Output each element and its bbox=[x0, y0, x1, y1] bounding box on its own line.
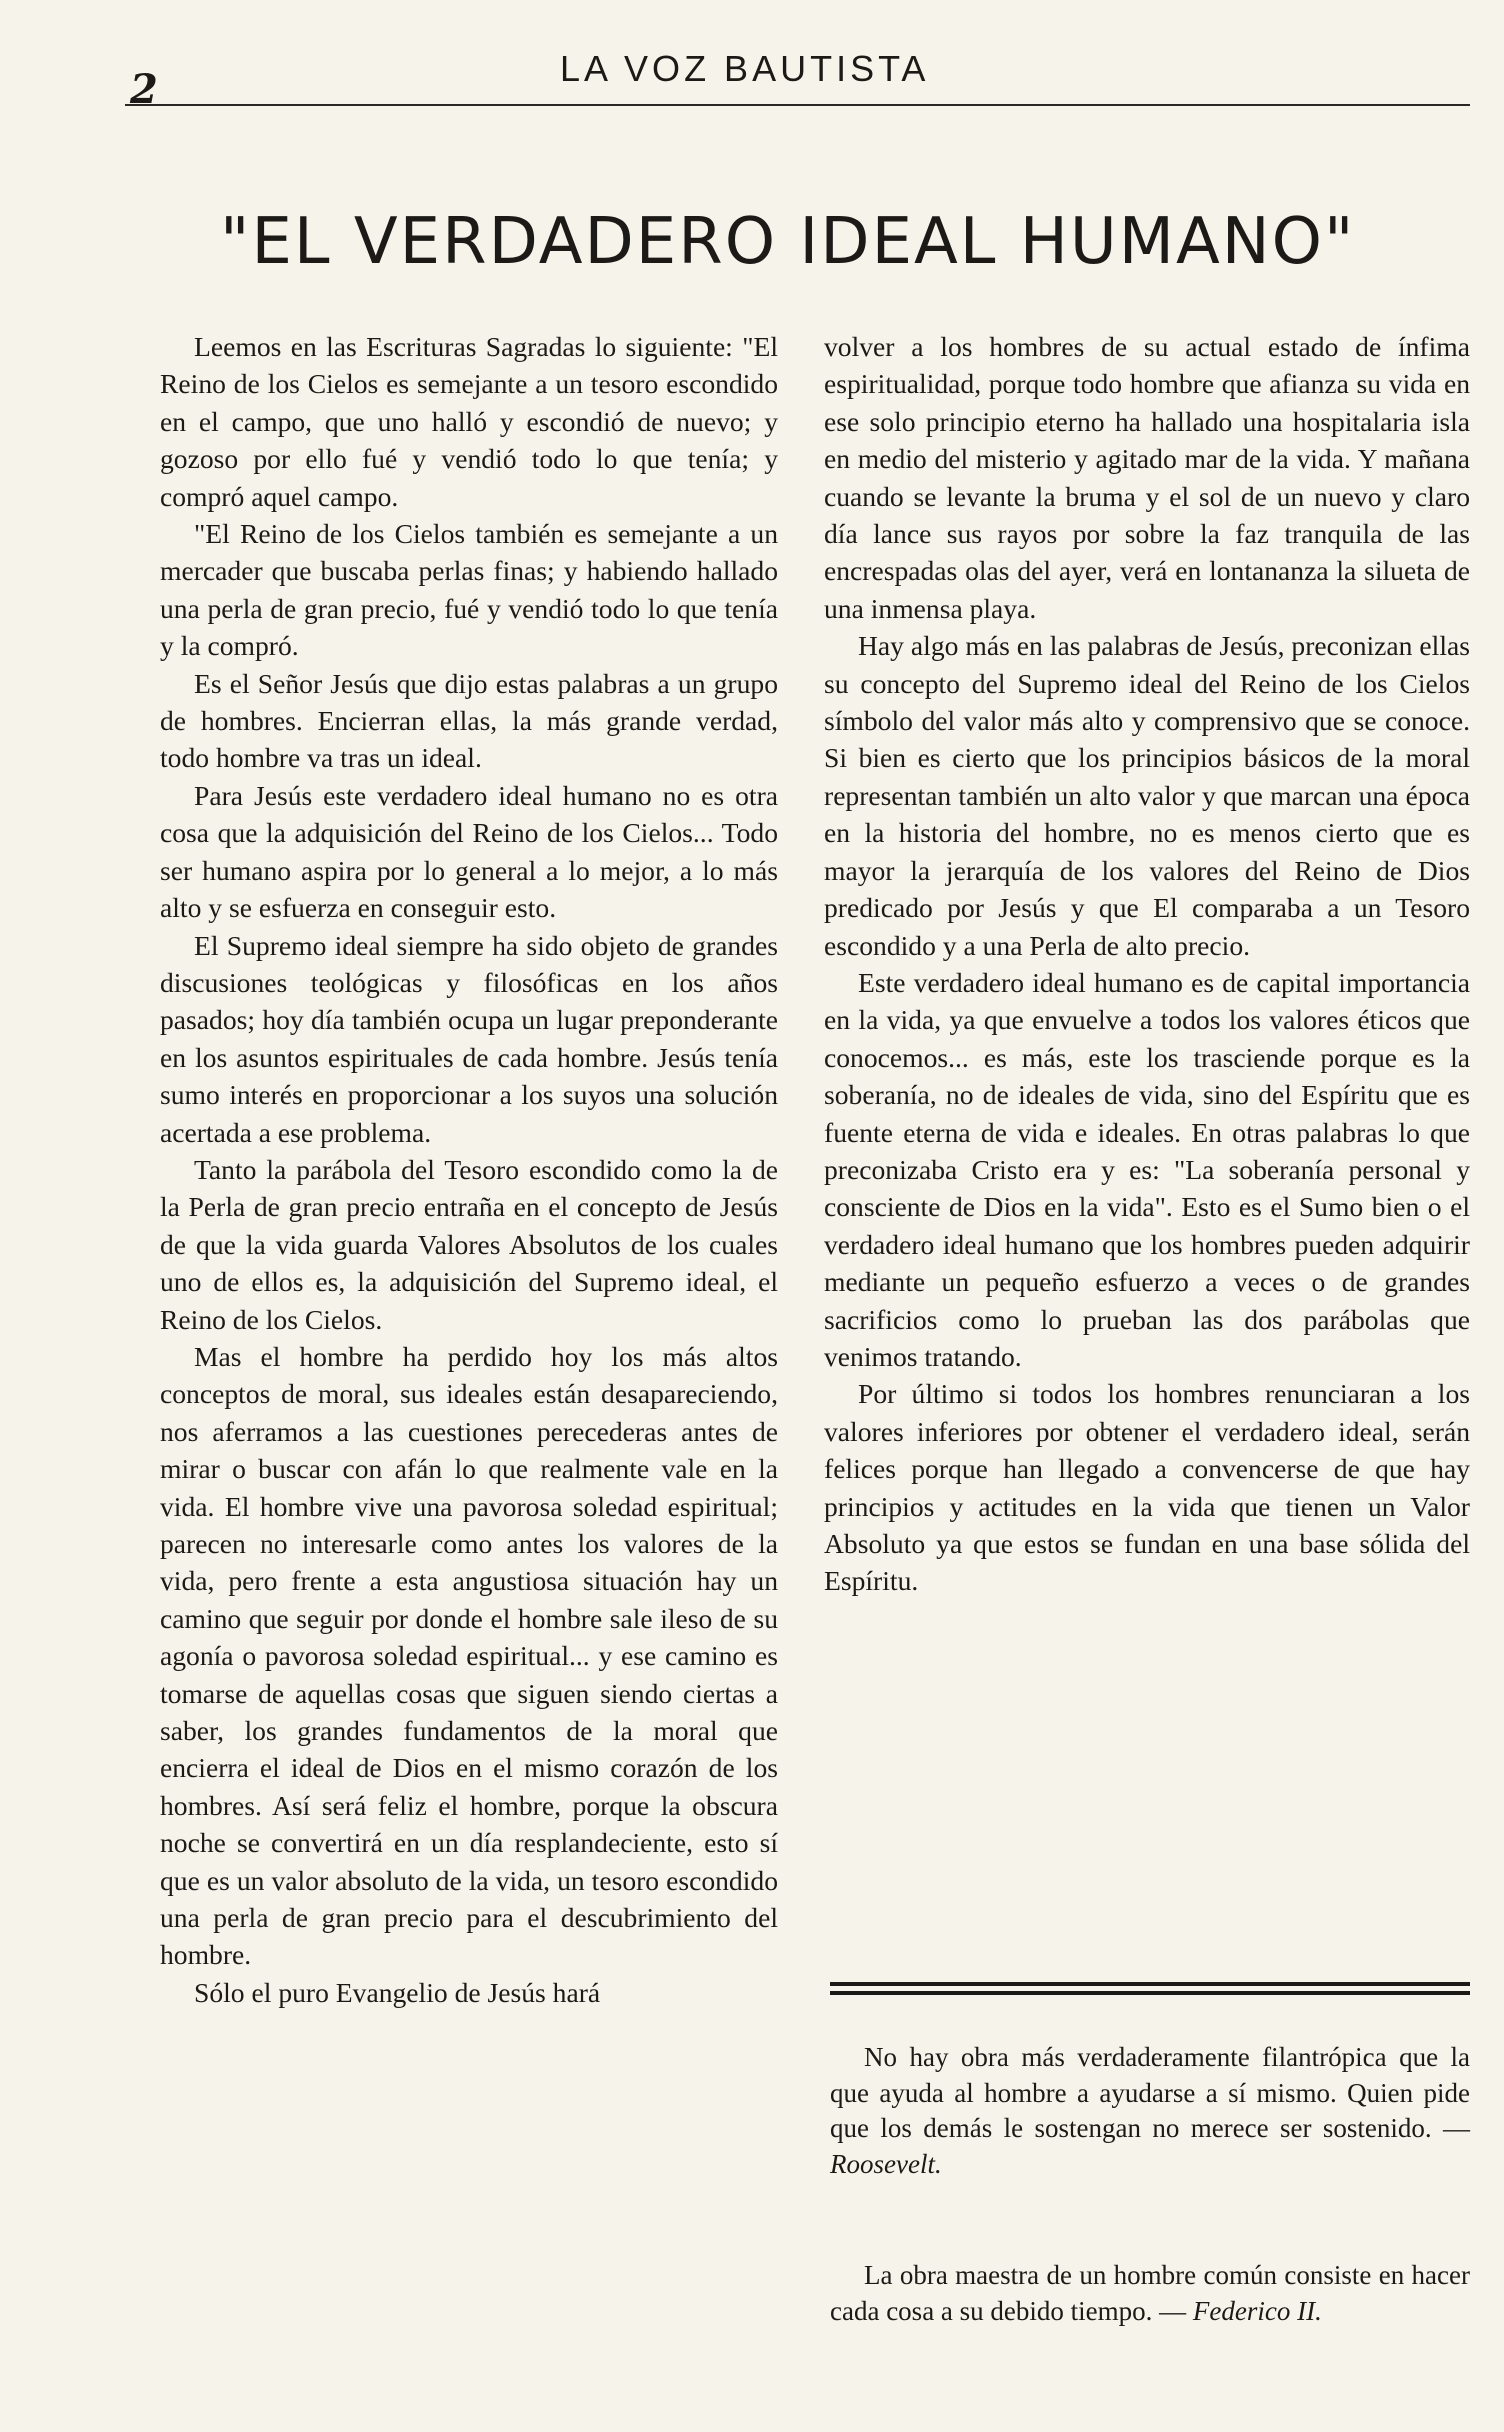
right-column bbox=[824, 328, 1470, 1600]
paragraph: "El Reino de los Cielos también es semejante a un mercader que buscaba perlas finas; y habiendo hallado una perla de gran precio, fué y vendió todo lo que tenía y la compró. bbox=[160, 518, 778, 662]
page-number: 2 bbox=[130, 66, 158, 113]
publication-title: LA VOZ BAUTISTA bbox=[560, 48, 930, 89]
quote-text: No hay obra más verdaderamente filantrópica que la que ayuda al hombre a ayudarse a sí mismo. Quien pide que los demás le sostengan no merece ser sostenido. — bbox=[830, 2042, 1470, 2143]
quote-text: La obra maestra de un hombre común consiste en hacer cada cosa a su debido tiempo. — bbox=[830, 2260, 1470, 2326]
article-title: "EL VERDADERO IDEAL HUMANO" bbox=[220, 205, 1356, 279]
paragraph: volver a los hombres de su actual estado de ínfima espiritualidad, porque todo hombre que afianza su vida en ese solo principio eterno ha hallado una hospitalaria isla en medio del misterio y agitado mar de la vida. Y mañana cuando se levante la bruma y el sol de un nuevo y claro día lance sus rayos por sobre la faz tranquila de las encrespadas olas del ayer, verá en lontananza la silueta de una inmensa playa. bbox=[824, 331, 1470, 624]
quote-federico bbox=[830, 2258, 1470, 2329]
paragraph: Por último si todos los hombres renunciaran a los valores inferiores por obtener el verdadero ideal, serán felices porque han llegado a convencerse de que hay principios y actitudes en la vida que tienen un Valor Absoluto ya que estos se fundan en una base sólida del Espíritu. bbox=[824, 1378, 1470, 1597]
paragraph: Tanto la parábola del Tesoro escondido como la de la Perla de gran precio entraña en el concepto de Jesús de que la vida guarda Valores Absolutos de los cuales uno de ellos es, la adquisición del Supremo ideal, el Reino de los Cielos. bbox=[160, 1153, 778, 1335]
quote-author: Roosevelt. bbox=[830, 2148, 942, 2179]
paragraph: Hay algo más en las palabras de Jesús, preconizan ellas su concepto del Supremo ideal del Reino de los Cielos símbolo del valor más alto y comprensivo que se conoce. Si bien es cierto que los principios básicos de la moral representan también un alto valor y que marcan una época en la historia del hombre, no es menos cierto que es mayor la jerarquía de los valores del Reino de Dios predicado por Jesús y que El comparaba a un Tesoro escondido y a una Perla de alto precio. bbox=[824, 630, 1470, 961]
paragraph: Es el Señor Jesús que dijo estas palabras a un grupo de hombres. Encierran ellas, la más grande verdad, todo hombre va tras un ideal. bbox=[160, 667, 778, 774]
paragraph: Para Jesús este verdadero ideal humano no es otra cosa que la adquisición del Reino de los Cielos... Todo ser humano aspira por lo general a lo mejor, a lo más alto y se esfuerza en conseguir esto. bbox=[160, 779, 778, 924]
paragraph: El Supremo ideal siempre ha sido objeto de grandes discusiones teológicas y filosóficas en los años pasados; hoy día también ocupa un lugar preponderante en los asuntos espirituales de cada hombre. Jesús tenía sumo interés en proporcionar a los suyos una solución acertada a ese problema. bbox=[160, 929, 778, 1148]
quote-roosevelt bbox=[830, 2040, 1470, 2182]
paragraph: Mas el hombre ha perdido hoy los más altos conceptos de moral, sus ideales están desapareciendo, nos aferramos a las cuestiones perecederas antes de mirar o buscar con afán lo que realmente vale en la vida. El hombre vive una pavorosa soledad espiritual; parecen no interesarle como antes los valores de la vida, pero frente a esta angustiosa situación hay un camino que seguir por donde el hombre sale ileso de su agonía o pavorosa soledad espiritual... y ese camino es tomarse de aquellas cosas que siguen siendo ciertas a saber, los grandes fundamentos de la moral que encierra el ideal de Dios en el mismo corazón de los hombres. Así será feliz el hombre, porque la obscura noche se convertirá en un día resplandeciente, esto sí que es un valor absoluto de la vida, un tesoro escondido una perla de gran precio para el descubrimiento del hombre. bbox=[160, 1340, 778, 1971]
paragraph: Este verdadero ideal humano es de capital importancia en la vida, ya que envuelve a todos los valores éticos que conocemos... es más, este los trasciende porque es la soberanía, no de ideales de vida, sino del Espíritu que es fuente eterna de vida e ideales. En otras palabras lo que preconizaba Cristo era y es: "La soberanía personal y consciente de Dios en la vida". Esto es el Sumo bien o el verdadero ideal humano que los hombres pueden adquirir mediante un pequeño esfuerzo a veces o de grandes sacrificios como lo prueban las dos parábolas que venimos tratando. bbox=[824, 966, 1470, 1372]
section-divider bbox=[830, 1982, 1470, 2000]
paragraph: Sólo el puro Evangelio de Jesús hará bbox=[194, 1976, 601, 2008]
header-rule bbox=[125, 104, 1470, 106]
left-column bbox=[160, 328, 778, 2011]
quote-author: Federico II. bbox=[1192, 2295, 1322, 2326]
paragraph: Leemos en las Escrituras Sagradas lo siguiente: "El Reino de los Cielos es semejante a un tesoro escondido en el campo, que uno halló y escondió de nuevo; y gozoso por ello fué y vendió todo lo que tenía; y compró aquel campo. bbox=[160, 331, 778, 512]
